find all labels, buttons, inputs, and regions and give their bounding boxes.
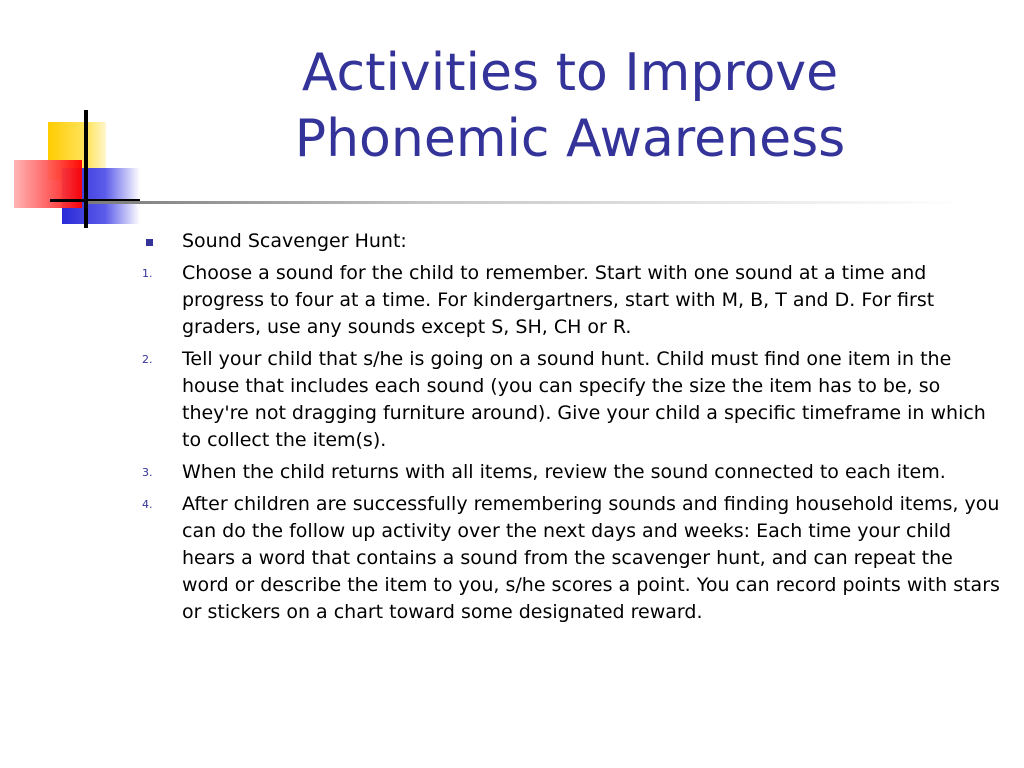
list-item xyxy=(140,491,1000,626)
title-divider xyxy=(88,201,968,204)
slide-title-line-1: Activities to Improve xyxy=(301,43,839,103)
slide-body xyxy=(140,228,1000,631)
list-item-text: After children are successfully remembering sounds and finding household items, you can do the follow up activity over the next days and weeks: Each time your child hears a word that contains a sound from the scavenger hunt, and can repeat the word or describe the item to you, s/he scores a point. You can record points with stars or stickers on a chart toward some designated reward. xyxy=(182,493,1000,623)
list-item-text: When the child returns with all items, review the sound connected to each item. xyxy=(182,461,946,483)
slide-title-line-2: Phonemic Awareness xyxy=(294,109,846,169)
list-item-intro xyxy=(140,228,1000,255)
slide-title xyxy=(190,40,950,172)
list-number: 2. xyxy=(142,353,153,366)
intro-text: Sound Scavenger Hunt: xyxy=(182,230,407,252)
list-item-text: Choose a sound for the child to remember. Start with one sound at a time and progress to four at a time. For kindergartners, start with M, B, T and D. For first graders, use any sounds except S, SH, CH or R. xyxy=(182,262,935,338)
vertical-line-decoration xyxy=(84,110,88,228)
list-item-text: Tell your child that s/he is going on a sound hunt. Child must find one item in the house that includes each sound (you can specify the size the item has to be, so they're not dragging furniture around). Give your child a specific timeframe in which to collect the item(s). xyxy=(182,348,986,451)
list-number: 1. xyxy=(142,267,153,280)
list-number: 4. xyxy=(142,498,153,511)
list-item xyxy=(140,459,1000,486)
slide-logo-decoration xyxy=(0,0,140,240)
square-bullet-icon xyxy=(146,239,153,246)
list-item xyxy=(140,346,1000,454)
list-number: 3. xyxy=(142,466,153,479)
list-item xyxy=(140,260,1000,341)
